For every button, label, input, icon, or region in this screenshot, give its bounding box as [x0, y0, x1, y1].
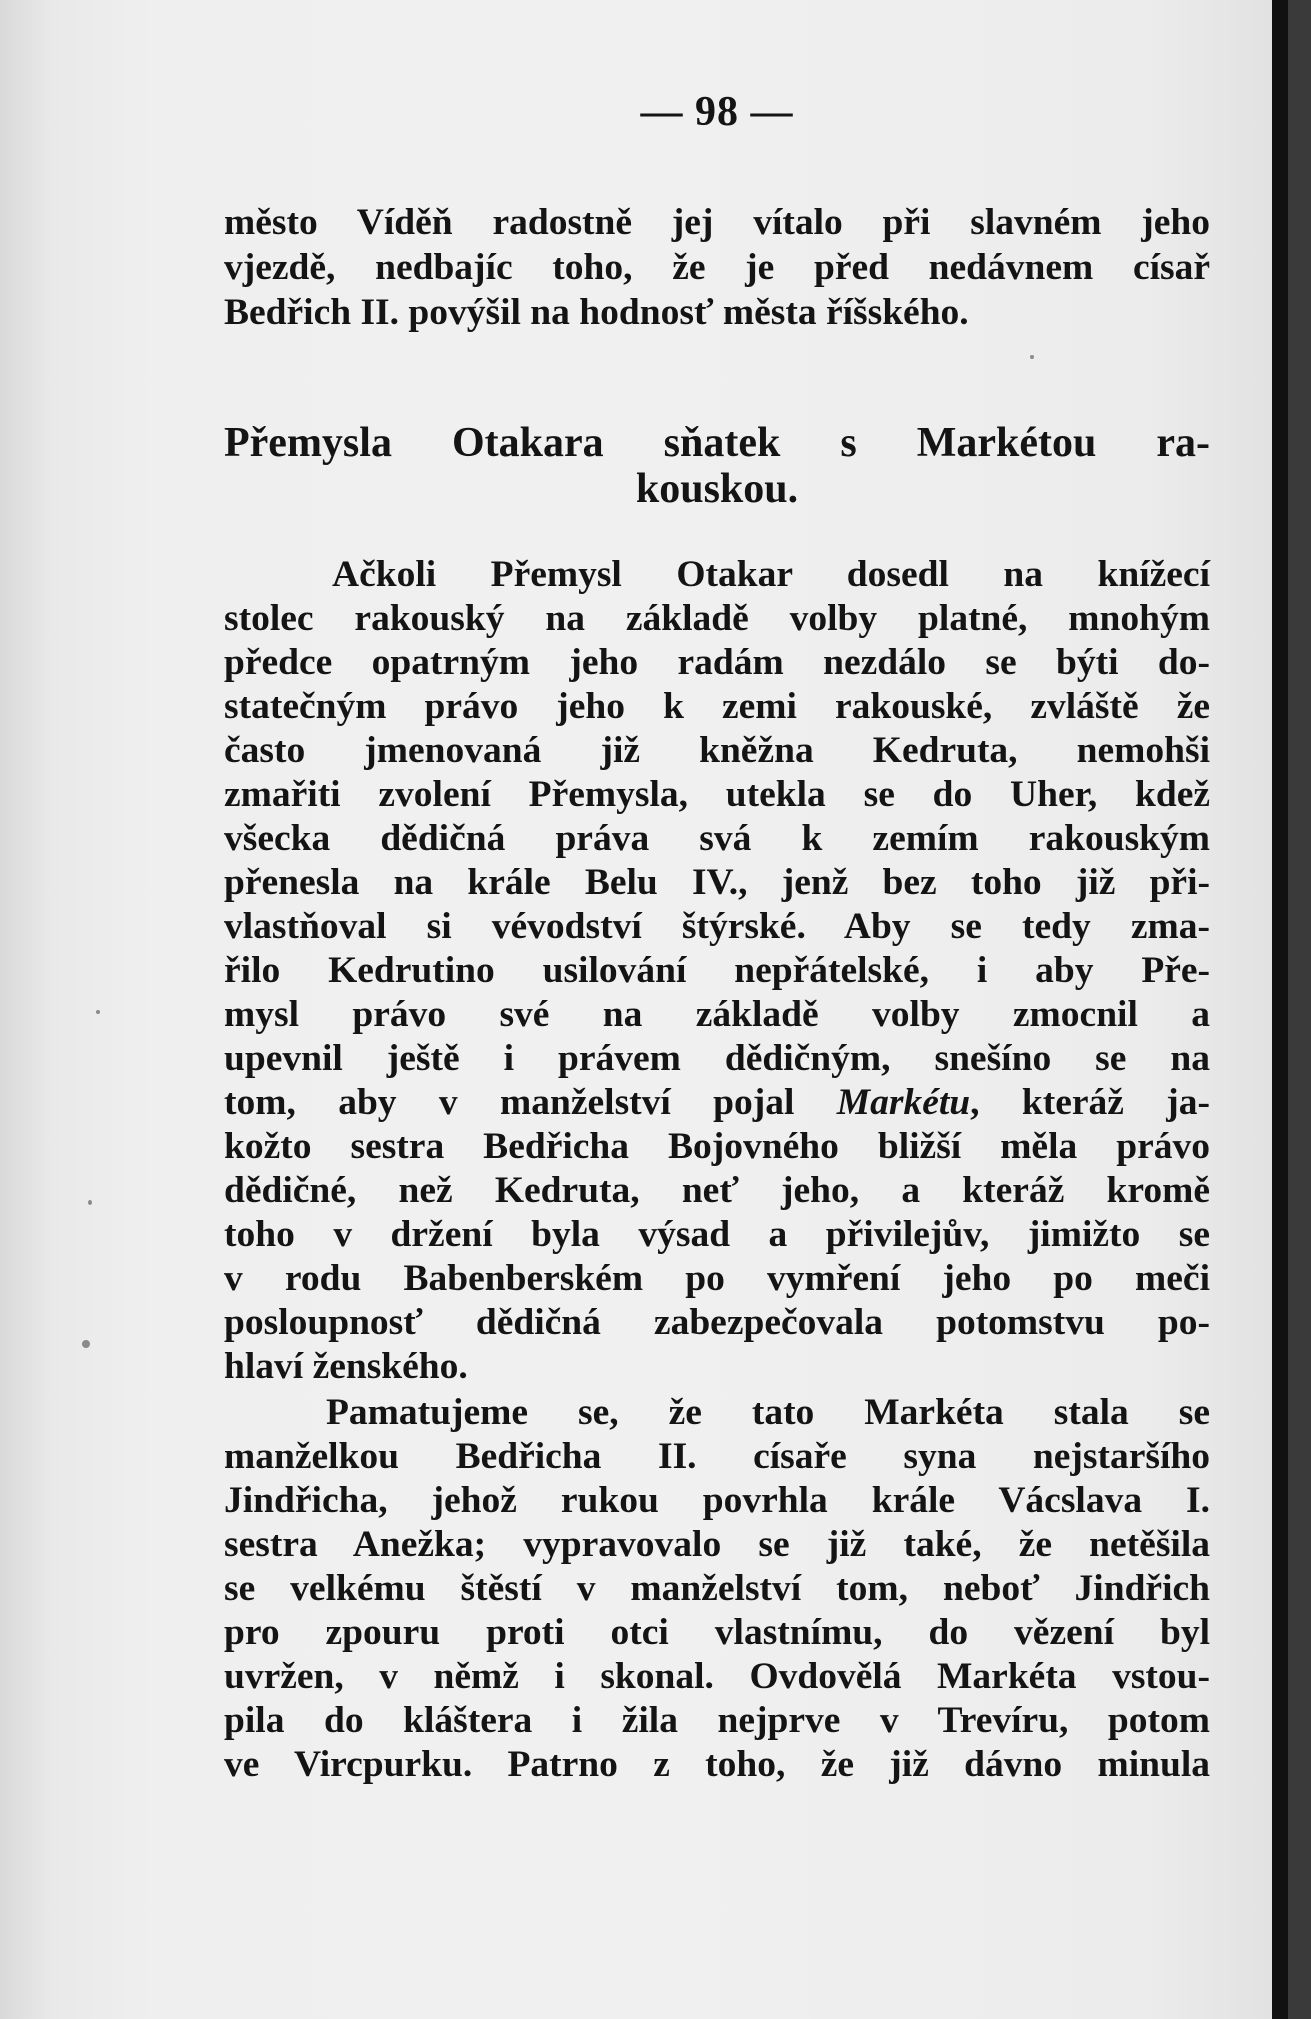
text-line: Bedřich II. povýšil na hodnosť města říšského.: [224, 292, 969, 333]
scan-speck: [1030, 355, 1034, 359]
text-line: ve Vircpurku. Patrno z toho, že již dávno minula: [224, 1744, 1210, 1785]
text-line: Ačkoli Přemysl Otakar dosedl na knížecí: [332, 554, 1210, 595]
text-line: uvržen, v němž i skonal. Ovdovělá Markéta vstou-: [224, 1656, 1210, 1697]
text-line: Jindřicha, jehož rukou povrhla krále Vácslava I.: [224, 1480, 1210, 1521]
text-line: zmařiti zvolení Přemysla, utekla se do Uher, kdež: [224, 774, 1210, 815]
text-line: často jmenovaná již kněžna Kedruta, nemohši: [224, 730, 1210, 771]
text-line: sestra Anežka; vypravovalo se již také, že netěšila: [224, 1524, 1210, 1565]
text-line: pila do kláštera i žila nejprve v Trevíru, potom: [224, 1700, 1210, 1741]
text-line: v rodu Babenberském po vymření jeho po meči: [224, 1258, 1210, 1299]
scan-speck: [88, 1200, 92, 1205]
text-segment: tom, aby v manželství pojal: [224, 1082, 795, 1123]
text-line: mysl právo své na základě volby zmocnil a: [224, 994, 1210, 1035]
text-line-with-italic: [224, 1080, 1210, 1126]
section-heading: Přemysla Otakara sňatek s Markétou ra-: [224, 420, 1210, 466]
text-line: všecka dědičná práva svá k zemím rakouským: [224, 818, 1210, 859]
text-line: řilo Kedrutino usilování nepřátelské, i aby Pře-: [224, 950, 1210, 991]
text-line: město Víděň radostně jej vítalo při slavném jeho: [224, 202, 1210, 243]
section-heading-cont: kouskou.: [635, 466, 799, 512]
text-line: stolec rakouský na základě volby platné, mnohým: [224, 598, 1210, 639]
text-line: manželkou Bedřicha II. císaře syna nejstaršího: [224, 1436, 1210, 1477]
text-line: vlastňoval si vévodství štýrské. Aby se tedy zma-: [224, 906, 1210, 947]
text-line: kožto sestra Bedřicha Bojovného bližší měla právo: [224, 1126, 1210, 1167]
page-binding-shadow: [1272, 0, 1288, 2019]
italic-name: Markétu: [836, 1082, 971, 1123]
text-line: upevnil ještě i právem dědičným, snešíno se na: [224, 1038, 1210, 1079]
adjacent-page-edge: [1288, 0, 1311, 2019]
text-line: předce opatrným jeho radám nezdálo se býti do-: [224, 642, 1210, 683]
text-line: toho v držení byla výsad a přivilejův, jimižto se: [224, 1214, 1210, 1255]
text-segment: , kteráž ja-: [970, 1082, 1210, 1123]
text-line: přenesla na krále Belu IV., jenž bez toho již při-: [224, 862, 1210, 903]
text-line: pro zpouru proti otci vlastnímu, do vězení byl: [224, 1612, 1210, 1653]
text-line: vjezdě, nedbajíc toho, že je před nedávnem císař: [224, 247, 1210, 288]
text-line: dědičné, než Kedruta, neť jeho, a kteráž kromě: [224, 1170, 1210, 1211]
scan-speck: [96, 1010, 100, 1014]
text-line: posloupnosť dědičná zabezpečovala potomstvu po-: [224, 1302, 1210, 1343]
text-line: statečným právo jeho k zemi rakouské, zvláště že: [224, 686, 1210, 727]
text-line: Pamatujeme se, že tato Markéta stala se: [326, 1392, 1210, 1433]
scan-speck: [82, 1340, 90, 1348]
text-line: hlaví ženského.: [224, 1346, 468, 1387]
text-line: se velkému štěstí v manželství tom, neboť Jindřich: [224, 1568, 1210, 1609]
page-number: — 98 —: [640, 89, 794, 135]
